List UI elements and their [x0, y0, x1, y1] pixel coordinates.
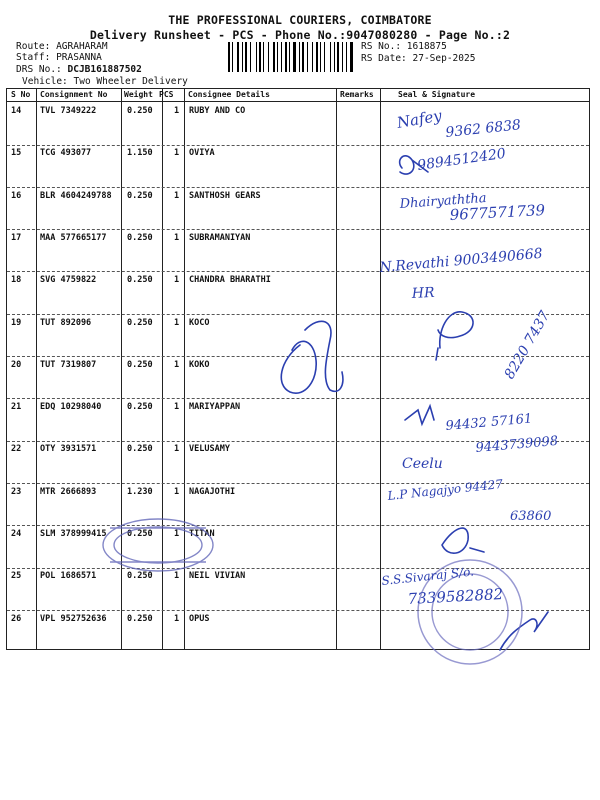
row-pcs: 1 [174, 402, 180, 413]
vehicle-value: Two Wheeler Delivery [73, 76, 188, 87]
col-consignee: Consignee Details [188, 90, 270, 99]
handwritten-note: 9443739098 [475, 433, 559, 456]
vehicle-label: Vehicle: [22, 76, 68, 87]
row-consignment: MAA 577665177 [40, 232, 107, 243]
table-row [7, 440, 589, 484]
rs-no-value: 1618875 [406, 41, 447, 52]
route-field [16, 41, 108, 52]
row-weight: 1.230 [127, 486, 153, 497]
row-sno: 21 [11, 402, 22, 413]
rs-date-value: 27-Sep-2025 [412, 53, 476, 64]
row-sno: 24 [11, 529, 22, 539]
row-consignee: CHANDRA BHARATHI [189, 275, 271, 286]
row-consignment: SLM 378999415 [40, 529, 107, 539]
row-sno: 14 [11, 106, 22, 116]
document-subtitle: Delivery Runsheet - PCS - Phone No.:9047080280 - Page No.:2 [89, 28, 511, 42]
row-weight: 0.250 [127, 275, 153, 286]
drs-value: DCJB161887502 [67, 64, 142, 75]
row-sno: 17 [11, 232, 22, 243]
row-weight: 0.250 [127, 106, 153, 116]
handwritten-note: 9677571739 [449, 201, 546, 224]
document-title: THE PROFESSIONAL COURIERS, COIMBATORE [168, 13, 432, 27]
handwritten-note: HR [411, 284, 435, 302]
row-pcs: 1 [174, 275, 180, 286]
col-sno: S No [11, 90, 31, 99]
row-sno: 16 [11, 190, 22, 201]
row-consignee: TITAN [189, 529, 215, 539]
table-row [7, 229, 589, 273]
col-weight: Weight [124, 90, 153, 99]
handwritten-note: 8220 7437 [501, 308, 554, 382]
handwritten-note: 9362 6838 [444, 117, 522, 141]
row-weight: 1.150 [127, 148, 153, 159]
row-consignee: SANTHOSH GEARS [189, 190, 261, 201]
row-pcs: 1 [174, 613, 180, 624]
table-row [7, 525, 589, 569]
table-row [7, 483, 589, 527]
rs-no-label: RS No.: [361, 41, 402, 52]
row-sno: 26 [11, 613, 22, 624]
row-consignment: POL 1686571 [40, 571, 97, 582]
row-sno: 25 [11, 571, 22, 582]
row-pcs: 1 [174, 529, 180, 539]
row-consignee: KOKO [189, 359, 210, 370]
table-row [7, 314, 589, 358]
table-row [7, 144, 589, 188]
row-pcs: 1 [174, 190, 180, 201]
row-consignment: TUT 892096 [40, 317, 92, 328]
table-row [7, 610, 589, 653]
rs-no-field [361, 41, 447, 52]
row-sno: 20 [11, 359, 22, 370]
row-consignment: VPL 952752636 [40, 613, 107, 624]
table-header [7, 89, 589, 102]
row-consignment: OTY 3931571 [40, 444, 97, 455]
col-pcs: PCS [159, 90, 174, 99]
col-remarks: Remarks [340, 90, 374, 99]
row-sno: 15 [11, 148, 22, 159]
row-weight: 0.250 [127, 444, 153, 455]
handwritten-note: Nafey [395, 106, 443, 132]
handwritten-note: S.S.Sivaraj S/o. [380, 564, 475, 588]
staff-value: PRASANNA [56, 52, 102, 63]
row-consignee: RUBY AND CO [189, 106, 246, 116]
row-consignment: SVG 4759822 [40, 275, 97, 286]
col-signature: Seal & Signature [398, 90, 476, 99]
table-row [7, 356, 589, 400]
row-weight: 0.250 [127, 317, 153, 328]
row-consignee: KOCO [189, 317, 210, 328]
row-weight: 0.250 [127, 529, 153, 539]
staff-label: Staff: [16, 52, 51, 63]
col-consignment: Consignment No [40, 90, 108, 99]
handwritten-note: 9894512420 [416, 145, 507, 174]
handwritten-note: 94432 57161 [445, 411, 533, 434]
row-consignee: SUBRAMANIYAN [189, 232, 251, 243]
rs-date-field [361, 53, 475, 64]
staff-field [16, 52, 102, 63]
row-weight: 0.250 [127, 232, 153, 243]
table-row [7, 567, 589, 611]
row-weight: 0.250 [127, 402, 153, 413]
row-consignee: OPUS [189, 613, 210, 624]
row-pcs: 1 [174, 444, 180, 455]
barcode-icon [228, 42, 356, 72]
route-label: Route: [16, 41, 51, 52]
row-consignee: VELUSAMY [189, 444, 230, 455]
row-weight: 0.250 [127, 190, 153, 201]
row-sno: 18 [11, 275, 22, 286]
handwritten-note: Ceelu [402, 456, 443, 472]
runsheet-table [6, 88, 590, 650]
row-consignment: TUT 7319807 [40, 359, 97, 370]
row-consignment: TVL 7349222 [40, 106, 97, 116]
route-value: AGRAHARAM [56, 41, 108, 52]
vehicle-field [22, 76, 188, 87]
row-consignment: TCG 493077 [40, 148, 92, 159]
table-row [7, 102, 589, 146]
row-consignee: MARIYAPPAN [189, 402, 241, 413]
table-row [7, 187, 589, 231]
row-pcs: 1 [174, 232, 180, 243]
row-consignee: OVIYA [189, 148, 215, 159]
table-row [7, 398, 589, 442]
row-sno: 23 [11, 486, 22, 497]
row-pcs: 1 [174, 486, 180, 497]
row-pcs: 1 [174, 317, 180, 328]
rs-date-label: RS Date: [361, 53, 407, 64]
row-pcs: 1 [174, 359, 180, 370]
row-pcs: 1 [174, 571, 180, 582]
row-weight: 0.250 [127, 613, 153, 624]
row-pcs: 1 [174, 148, 180, 159]
row-sno: 19 [11, 317, 22, 328]
row-weight: 0.250 [127, 571, 153, 582]
row-consignment: BLR 4604249788 [40, 190, 112, 201]
row-sno: 22 [11, 444, 22, 455]
row-consignment: EDQ 10298040 [40, 402, 102, 413]
row-weight: 0.250 [127, 359, 153, 370]
drs-label: DRS No.: [16, 64, 62, 75]
row-consignment: MTR 2666893 [40, 486, 97, 497]
row-consignee: NAGAJOTHI [189, 486, 236, 497]
handwritten-note: L.P Nagajyo 94427 [386, 476, 504, 503]
row-consignee: NEIL VIVIAN [189, 571, 246, 582]
handwritten-note: 7339582882 [407, 585, 504, 608]
handwritten-note: N.Revathi 9003490668 [378, 245, 544, 276]
row-pcs: 1 [174, 106, 180, 116]
handwritten-note: Dhairyaththa [399, 190, 488, 212]
drs-field [16, 64, 142, 75]
handwritten-note: 63860 [510, 509, 552, 524]
table-row [7, 271, 589, 315]
